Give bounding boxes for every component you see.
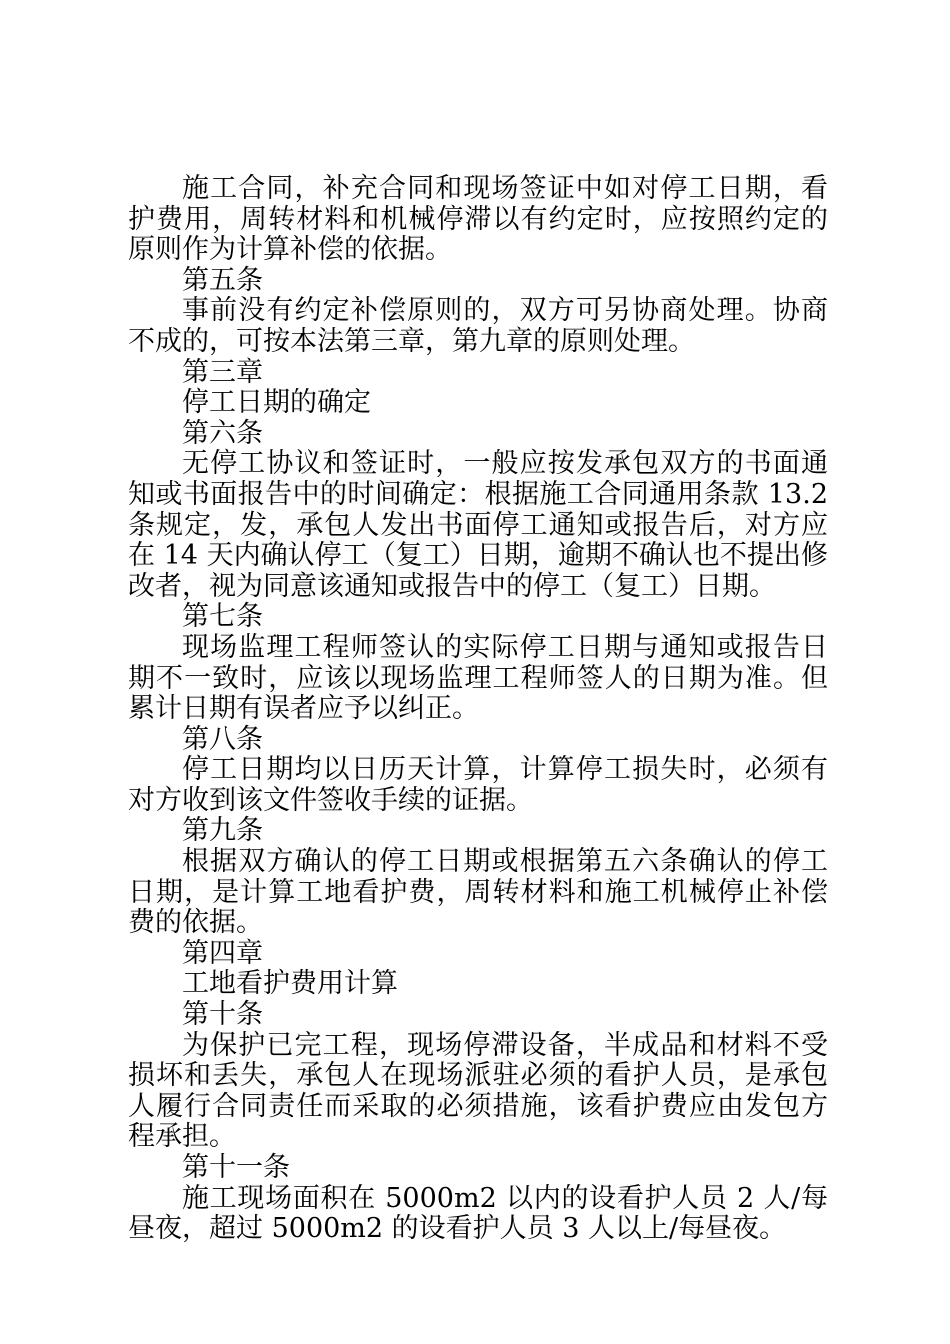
article-heading-10: 第十条 <box>182 999 263 1031</box>
chapter-heading-3: 第三章 <box>182 356 263 388</box>
chapter-title-4: 工地看护费用计算 <box>182 968 398 1000</box>
paragraph-article-8: 停工日期均以日历天计算，计算停工损失时，必须有对方收到该文件签收手续的证据。 <box>128 754 828 816</box>
article-heading-8: 第八条 <box>182 723 263 755</box>
chapter-heading-4: 第四章 <box>182 937 263 969</box>
paragraph-article-6: 无停工协议和签证时，一般应按发承包双方的书面通知或书面报告中的时间确定：根据施工合同通用条款 13.2 条规定，发，承包人发出书面停工通知或报告后，对方应在 14 天内确认停工（复工）日期，逾期不确认也不提出修改者，视为同意该通知或报告中的停工（复工）日期。 <box>128 448 828 602</box>
paragraph-contract-agreement: 施工合同，补充合同和现场签证中如对停工日期，看护费用，周转材料和机械停滞以有约定时，应按照约定的原则作为计算补偿的依据。 <box>128 173 828 266</box>
paragraph-article-9: 根据双方确认的停工日期或根据第五六条确认的停工日期，是计算工地看护费，周转材料和施工机械停止补偿费的依据。 <box>128 846 828 939</box>
article-heading-11: 第十一条 <box>182 1152 290 1183</box>
article-heading-9: 第九条 <box>182 815 263 847</box>
chapter-title-3: 停工日期的确定 <box>182 387 371 419</box>
paragraph-article-7: 现场监理工程师签认的实际停工日期与通知或报告日期不一致时，应该以现场监理工程师签人的日期为准。但累计日期有误者应予以纠正。 <box>128 631 828 725</box>
article-heading-6: 第六条 <box>182 417 263 449</box>
article-heading-7: 第七条 <box>182 601 263 633</box>
document-body <box>128 174 828 1245</box>
paragraph-article-5: 事前没有约定补偿原则的，双方可另协商处理。协商不成的，可按本法第三章，第九章的原则处理。 <box>128 295 828 357</box>
article-heading-5: 第五条 <box>182 264 263 296</box>
paragraph-article-10: 为保护已完工程，现场停滞设备，半成品和材料不受损坏和丢失，承包人在现场派驻必须的看护人员，是承包人履行合同责任而采取的必须措施，该看护费应由发包方程承担。 <box>128 1029 828 1153</box>
paragraph-article-11: 施工现场面积在 5000m2 以内的设看护人员 2 人/每昼夜，超过 5000m2 的设看护人员 3 人以上/每昼夜。 <box>128 1182 828 1245</box>
